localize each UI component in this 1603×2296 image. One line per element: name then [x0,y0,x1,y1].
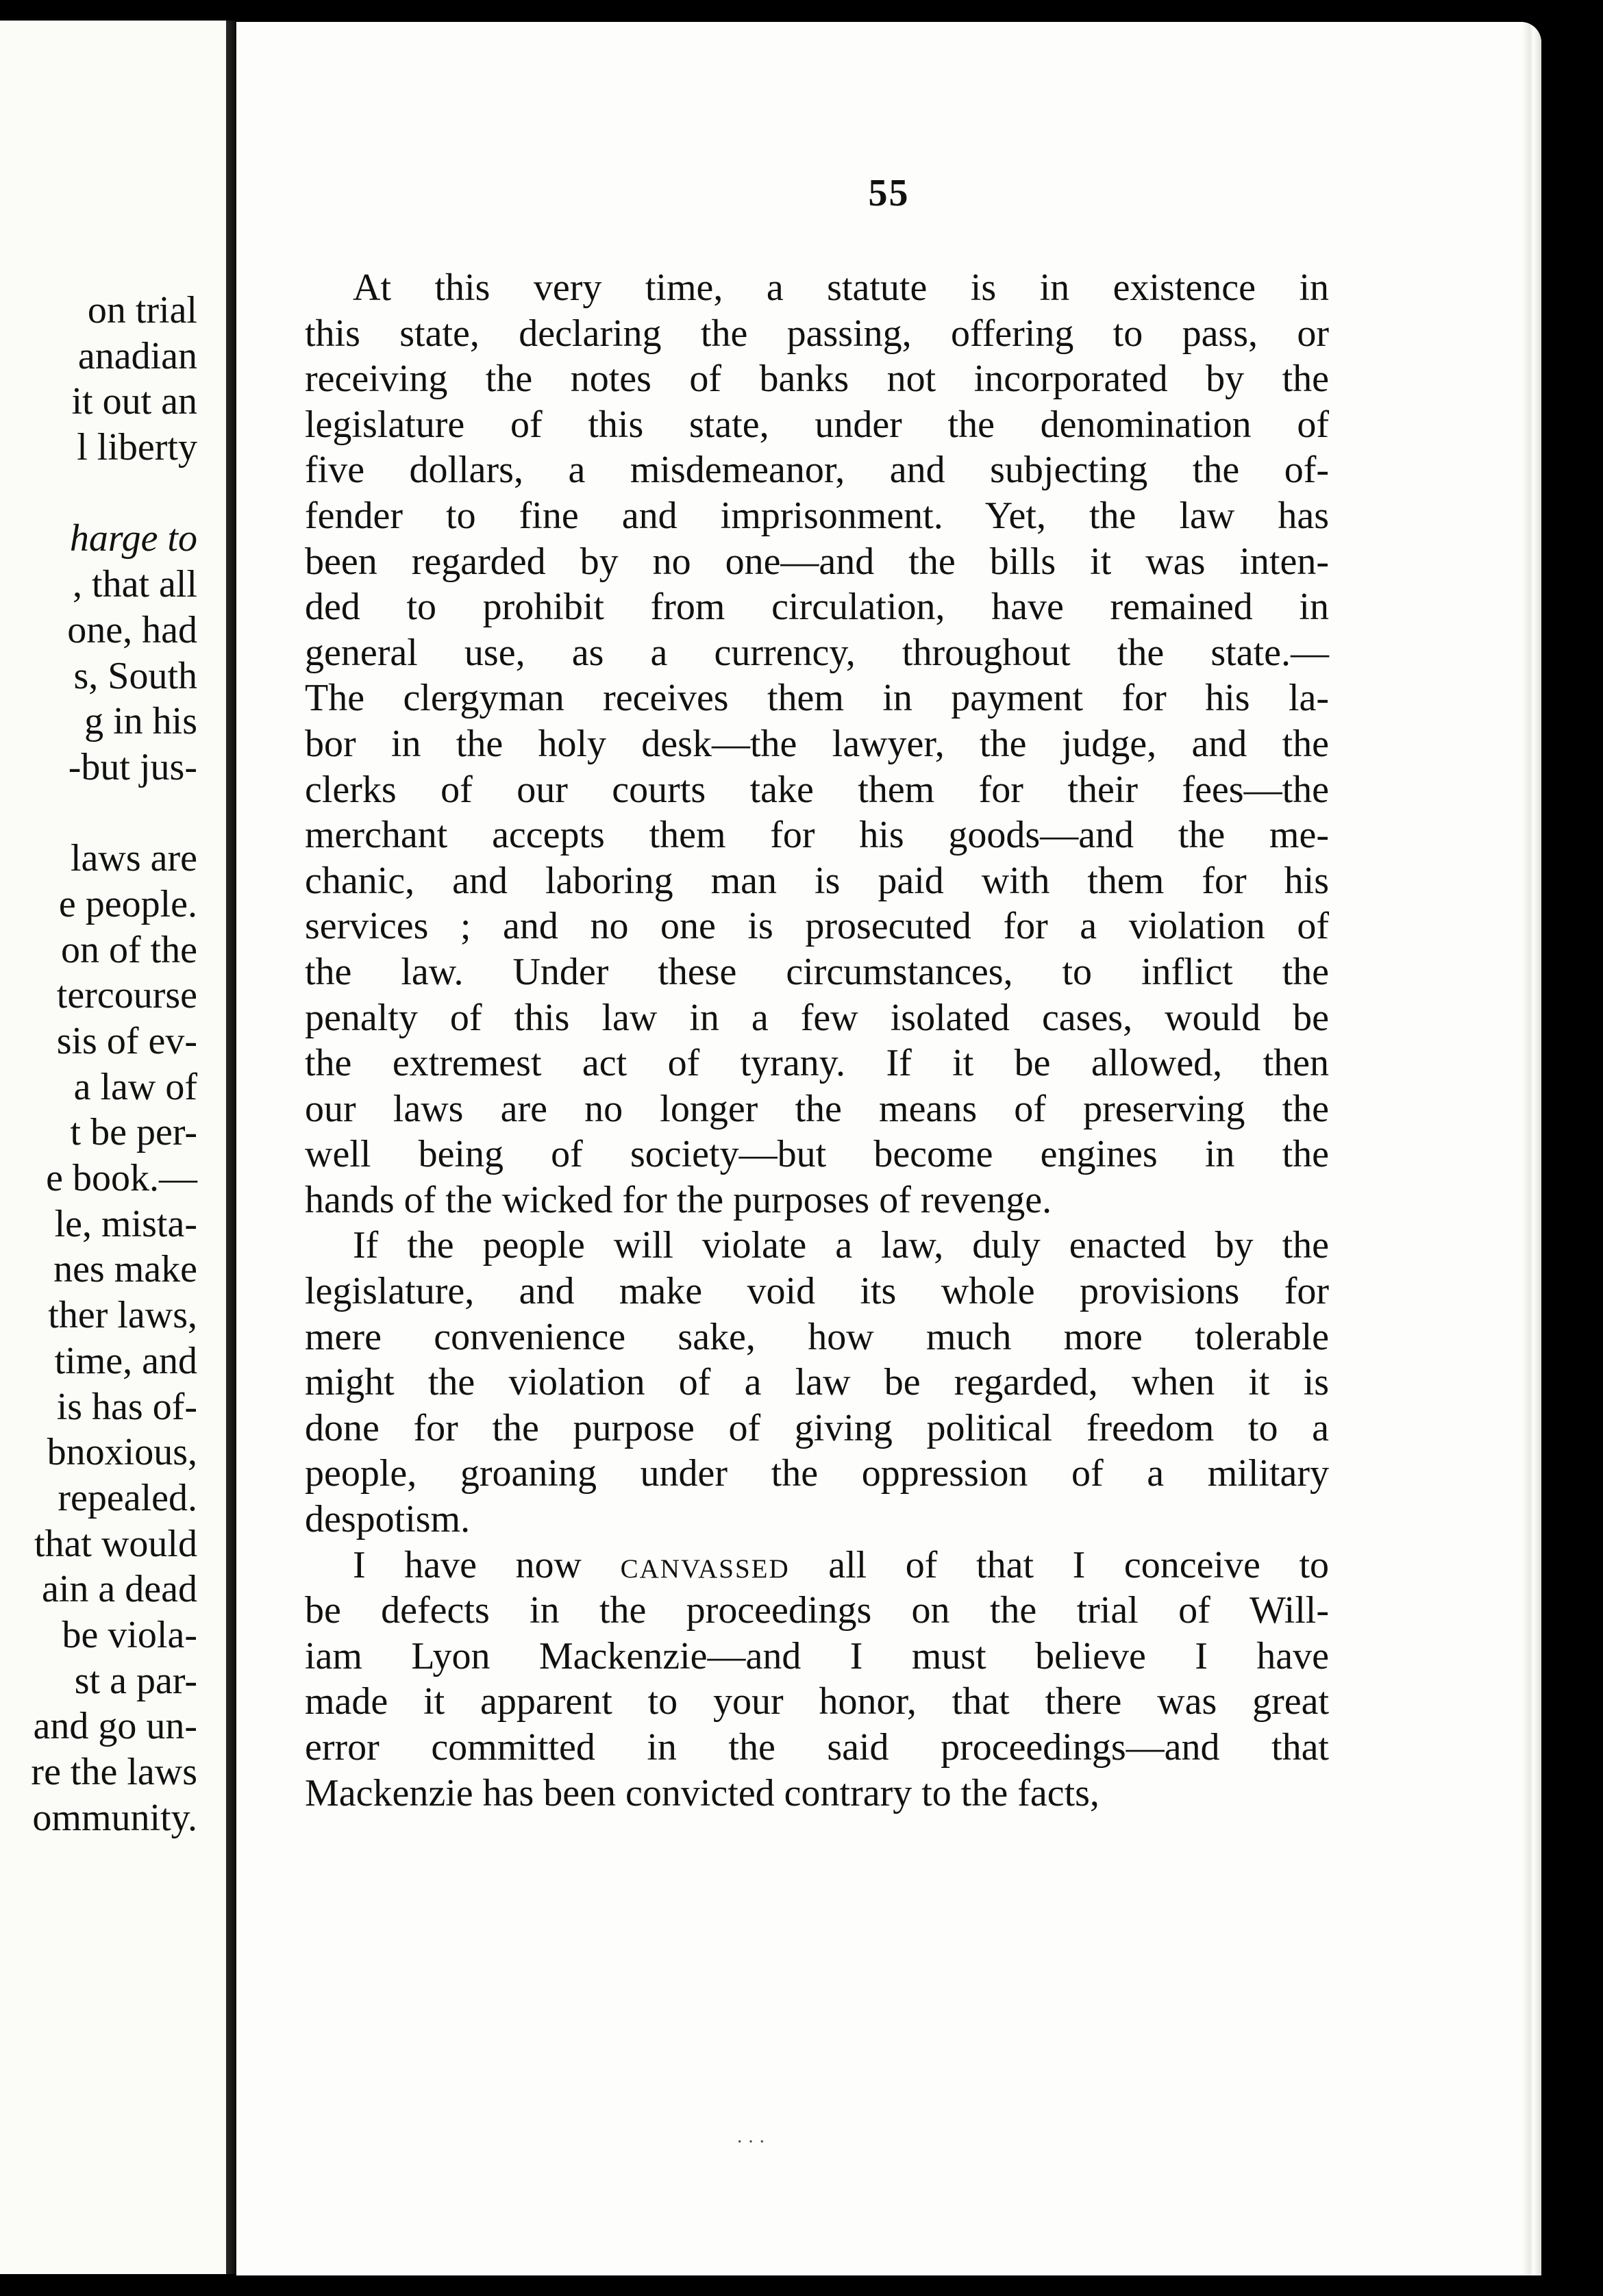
text-line: ded to prohibit from circulation, have remained in [305,586,1329,629]
left-page-line: tercourse [56,974,197,1017]
left-page-line: on of the [60,928,197,971]
text-line: mere convenience sake, how much more tolerable [305,1315,1329,1358]
text-line: error committed in the said proceedings—and that [305,1726,1329,1769]
text-line: legislature of this state, under the denomination of [305,403,1329,446]
left-page-line: time, and [54,1339,197,1382]
left-page-line [31,471,197,516]
left-page-line: -but jus- [68,745,197,788]
left-page-line: and go un- [33,1705,197,1748]
left-page-line: a law of [73,1065,197,1108]
left-page-line: l liberty [77,426,197,469]
paragraph-2 [305,1223,1329,1542]
body-text [305,265,1329,1816]
paragraph-1 [305,265,1329,1223]
left-page-line: that would [34,1522,197,1565]
text-fragment: all of that I conceive to [789,1543,1329,1586]
left-page-line: be viola- [62,1613,197,1656]
left-page-line: is has of- [56,1385,197,1428]
right-page [236,22,1541,2275]
text-line: penalty of this law in a few isolated cases, would be [305,996,1329,1039]
left-page-line: nes make [53,1248,197,1291]
bottom-mark: · · · [736,2132,765,2153]
left-page-line: e people. [58,882,197,925]
left-page-line: t be per- [70,1111,197,1154]
left-page-line: it out an [71,380,197,423]
text-line: Mackenzie has been convicted contrary to the facts, [305,1771,1099,1814]
text-line [305,1543,1329,1588]
text-line: general use, as a currency, throughout the state.— [305,631,1329,674]
text-line: If the people will violate a law, duly enacted by the [353,1224,1329,1267]
left-page-line: ommunity. [32,1796,197,1839]
page-edge [1522,22,1541,2275]
text-line: despotism. [305,1498,471,1541]
left-page-text [31,288,197,1840]
left-page-line: one, had [67,608,197,651]
text-line: merchant accepts them for his goods—and the me- [305,814,1329,857]
text-line: fender to fine and imprisonment. Yet, the law has [305,494,1329,537]
left-page-line: st a par- [74,1659,197,1702]
text-line: done for the purpose of giving political freedom to a [305,1406,1329,1449]
text-line: bor in the holy desk—the lawyer, the judge, and the [305,722,1329,765]
text-line: be defects in the proceedings on the trial of Will- [305,1589,1329,1632]
left-page-line: repealed. [58,1476,197,1519]
text-line: made it apparent to your honor, that there was great [305,1680,1329,1723]
text-line: been regarded by no one—and the bills it was inten- [305,540,1329,583]
text-line: well being of society—but become engines in the [305,1133,1329,1176]
paragraph-3 [305,1543,1329,1817]
small-caps-word: canvassed [620,1543,790,1586]
text-line: five dollars, a misdemeanor, and subjecting the of- [305,449,1329,492]
text-line: people, groaning under the oppression of a military [305,1452,1329,1495]
text-line: iam Lyon Mackenzie—and I must believe I have [305,1634,1329,1677]
text-line: services ; and no one is prosecuted for a violation of [305,905,1329,948]
left-page-line: s, South [73,654,197,697]
text-line: might the violation of a law be regarded, when it is [305,1361,1329,1404]
text-line: receiving the notes of banks not incorporated by the [305,358,1329,401]
left-page-line: ther laws, [48,1294,197,1337]
text-line: hands of the wicked for the purposes of revenge. [305,1178,1052,1221]
left-page-line: harge to [69,517,197,560]
page-number: 55 [868,172,910,214]
text-line: chanic, and laboring man is paid with them for his [305,859,1329,902]
text-line: The clergyman receives them in payment for his la- [305,677,1329,720]
left-page-line: bnoxious, [47,1431,197,1474]
text-line: this state, declaring the passing, offering to pass, or [305,312,1329,355]
text-line: At this very time, a statute is in existence in [353,266,1329,309]
text-fragment: I have now [353,1543,621,1586]
text-line: our laws are no longer the means of preserving the [305,1087,1329,1130]
left-page-line: anadian [77,334,197,377]
text-line: the extremest act of tyrany. If it be allowed, then [305,1042,1329,1085]
left-page-line: le, mista- [54,1202,197,1245]
left-page-line: ain a dead [42,1568,197,1611]
text-line: the law. Under these circumstances, to inflict the [305,950,1329,993]
left-page-line: on trial [87,289,197,332]
left-page-line [31,790,197,836]
left-page-line: , that all [73,563,197,606]
left-page-line: re the laws [31,1751,197,1793]
text-line: legislature, and make void its whole provisions for [305,1270,1329,1313]
left-page-fragment [0,21,226,2274]
left-page-line: e book.— [46,1157,197,1200]
text-line: clerks of our courts take them for their fees—the [305,768,1329,811]
left-page-line: laws are [70,837,197,880]
left-page-line: g in his [84,700,197,743]
left-page-line: sis of ev- [56,1020,197,1062]
